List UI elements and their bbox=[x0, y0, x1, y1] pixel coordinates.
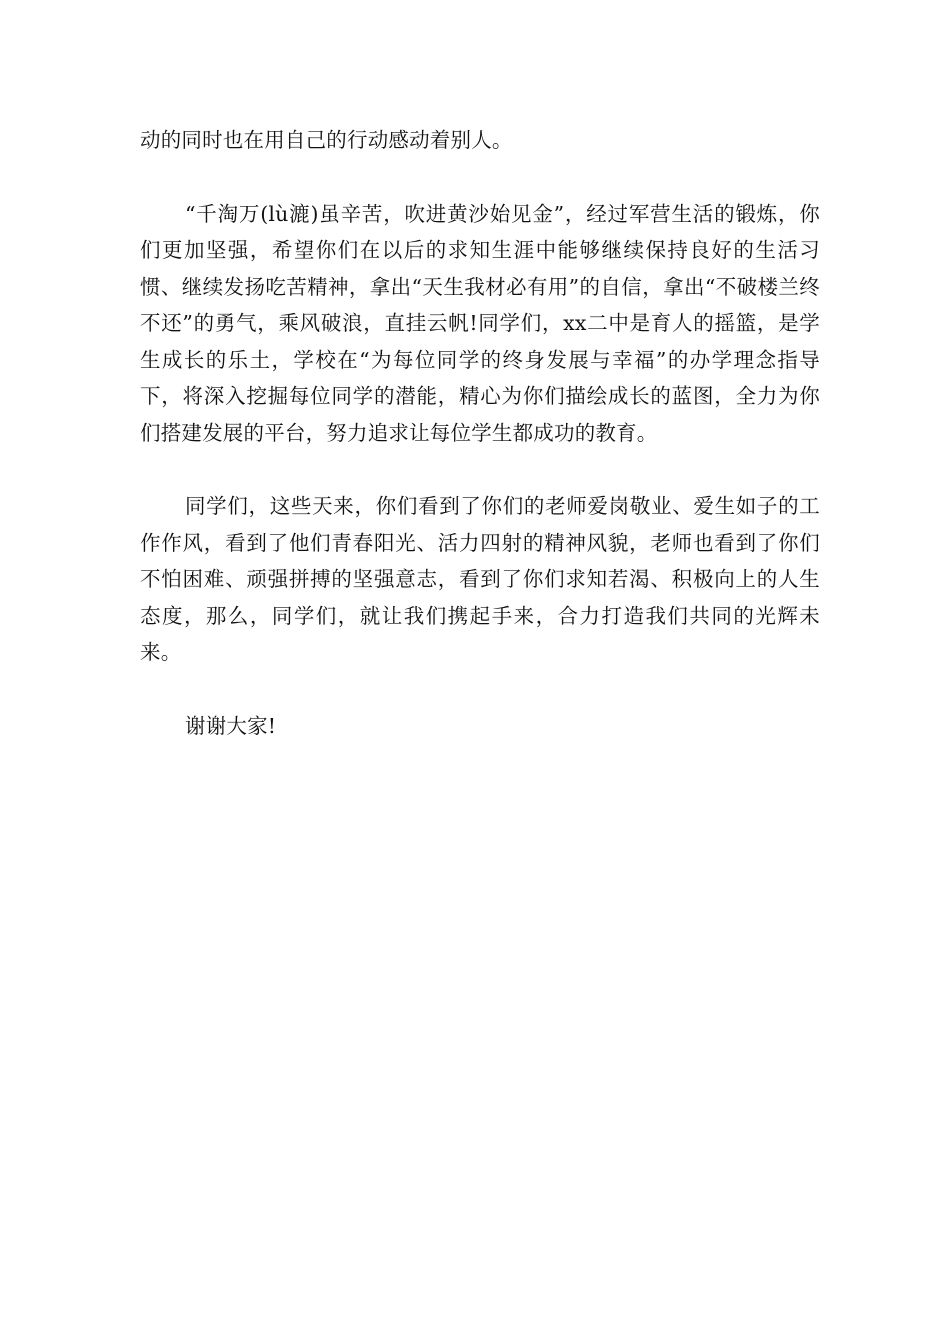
paragraph-encouragement: “千淘万(lù漉)虽辛苦，吹进黄沙始见金”，经过军营生活的锻炼，你们更加坚强，希望你们在以后的求知生涯中能够继续保持良好的生活习惯、继续发扬吃苦精神，拿出“天生我材必有用”的自信，拿出“不破楼兰终不还”的勇气，乘风破浪，直挂云帆!同学们，xx二中是育人的摇篮，是学生成长的乐土，学校在“为每位同学的终身发展与幸福”的办学理念指导下，将深入挖掘每位同学的潜能，精心为你们描绘成长的蓝图，全力为你们搭建发展的平台，努力追求让每位学生都成功的教育。 bbox=[140, 201, 820, 445]
paragraph-continuation: 动的同时也在用自己的行动感动着别人。 bbox=[140, 128, 513, 152]
paragraph-closing: 谢谢大家! bbox=[185, 713, 277, 738]
paragraph-reflection: 同学们，这些天来，你们看到了你们的老师爱岗敬业、爱生如子的工作作风，看到了他们青春阳光、活力四射的精神风貌，老师也看到了你们不怕困难、顽强拼搏的坚强意志，看到了你们求知若渴、积极向上的人生态度，那么，同学们，就让我们携起手来，合力打造我们共同的光辉未来。 bbox=[140, 494, 820, 664]
document-body bbox=[140, 122, 820, 744]
